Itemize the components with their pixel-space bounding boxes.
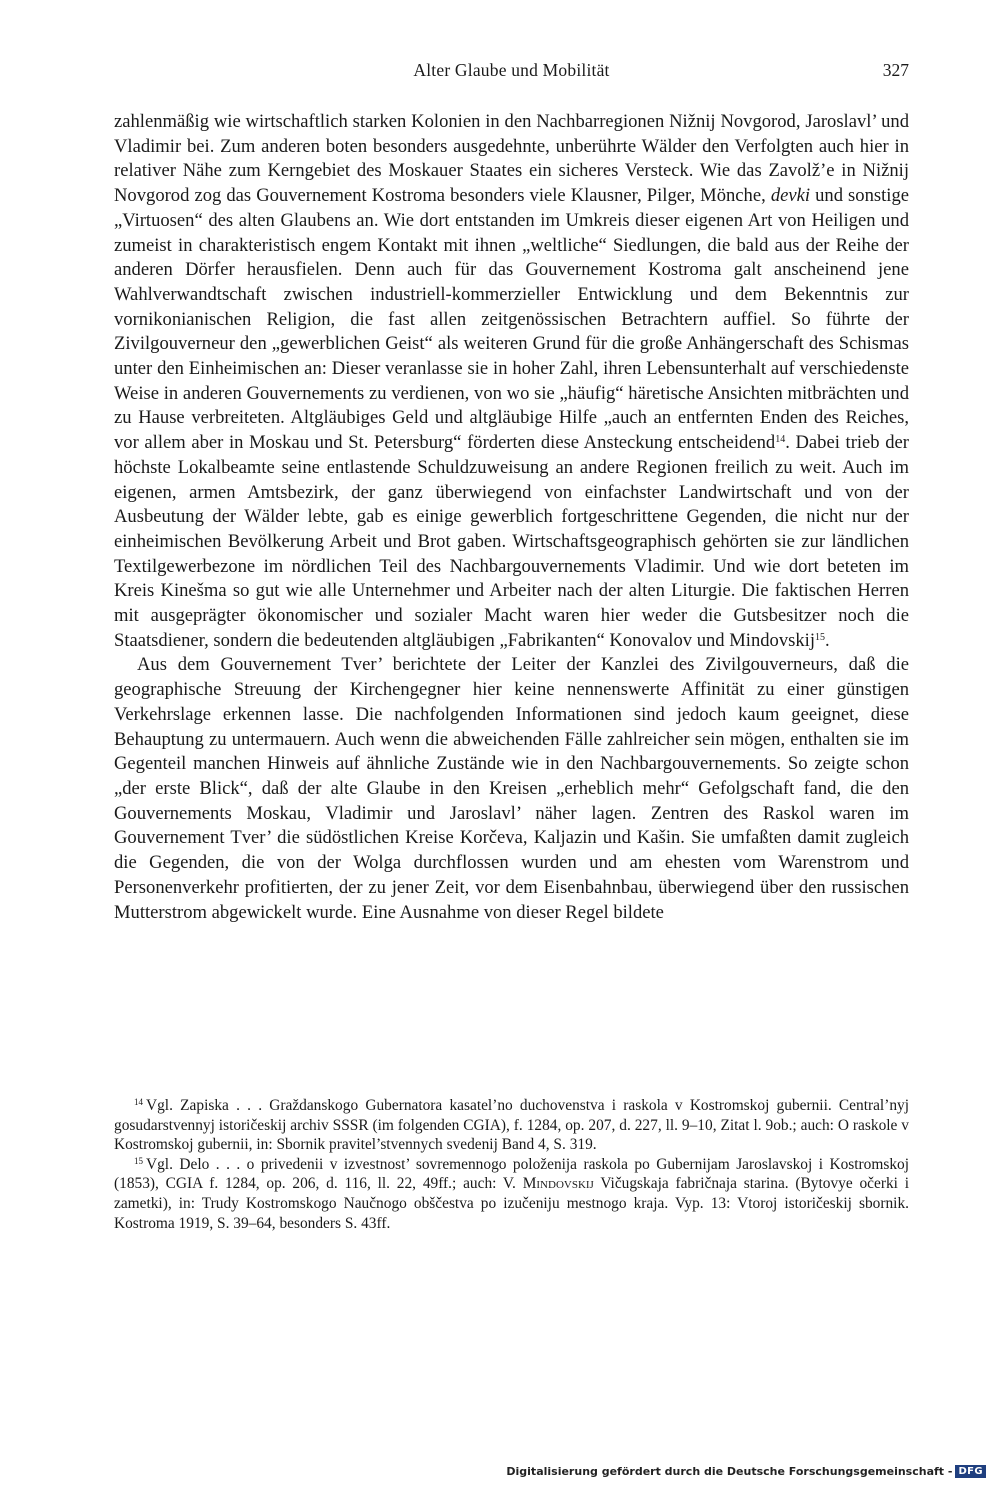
footnote-ref-14[interactable]: 14: [775, 434, 786, 446]
italic-term-devki: devki: [770, 185, 811, 207]
footnote-14-number: 14: [134, 1097, 143, 1107]
footnote-14-text: Vgl. Zapiska . . . Graždanskogo Gubernatora kasatel’no duchovenstva i raskola v Kostromskoj gubernii. Central’nyj gosudarstvennyj istoričeskij archiv SSSR (im folgenden CGIA), f. 1284, op. 207, d. 227, ll. 9–10, Zitat l. 9ob.; auch: O raskole v Kostromskoj gubernii, in: Sbornik pravitel’stvennych svedenij Band 4, S. 319.: [114, 1097, 909, 1154]
main-text: [114, 110, 909, 925]
running-title: Alter Glaube und Mobilität: [413, 60, 610, 80]
paragraph-2: Aus dem Gouvernement Tver’ berichtete der Leiter der Kanzlei des Zivilgouverneurs, daß die geographische Streuung der Kirchengegner hier keine nennenswerte Affinität zu einer günstigen Verkehrslage erkennen lasse. Die nachfolgenden Informationen sind jedoch kaum geeignet, diese Behauptung zu untermauern. Auch wenn die abweichenden Fälle zahlreicher sein mögen, enthalten sie im Gegenteil manchen Hinweis auf ähnliche Zustände wie in den Nachbargouvernements. So zeigte schon „der erste Blick“, daß der alte Glaube in den Kreisen „erheblich mehr“ Gefolgschaft fand, die den Gouvernements Moskau, Vladimir und Jaroslavl’ näher lagen. Zentren des Raskol waren im Gouvernement Tver’ die südöstlichen Kreise Korčeva, Kaljazin und Kašin. Sie umfaßten damit zugleich die Gegenden, die von der Wolga durchflossen wurden und am ehesten vom Warenstrom und Personenverkehr profitierten, der zu jener Zeit, vor dem Eisenbahnbau, überwiegend über den russischen Mutterstrom abgewickelt wurde. Eine Ausnahme von dieser Regel bildete: [114, 654, 909, 923]
footnote-15-number: 15: [134, 1155, 143, 1166]
footnote-ref-15[interactable]: 15: [815, 631, 825, 643]
paragraph-1-part-b: und sonstige „Virtuosen“ des alten Glaubens an. Wie dort entstanden im Umkreis dieser eigenen Art von Heiligen und zumeist in charakteristisch engem Kontakt mit ihnen „weltliche“ Siedlungen, die bald aus der Reihe der anderen Dörfer herausfielen. Denn auch für das Gouvernement Kostroma galt anscheinend jene Wahlverwandtschaft zwischen industriell-kommerzieller Entwicklung und dem Bekenntnis zur vornikonianischen Religion, die fast allen zeitgenössischen Betrachtern auffiel. So führte der Zivilgouverneur den „gewerblichen Geist“ als weiteren Grund für die große Anhängerschaft des Schismas unter den Einheimischen an: Dieser veranlasse sie in hoher Zahl, ihren Lebensunterhalt auf verschiedenste Weise in anderen Gouvernements zu verdienen, von wo sie „häufig“ häretische Ansichten mitbrächten und zu Hause verbreiteten. Altgläubiges Geld und altgläubige Hilfe „auch an entfernten Enden des Reiches, vor allem aber in Moskau und St. Petersburg“ förderten diese Ansteckung entscheidend: [114, 185, 909, 454]
footnote-15: [114, 1155, 909, 1233]
paragraph-1-part-a: zahlenmäßig wie wirtschaftlich starken Kolonien in den Nachbarregionen Nižnij Novgorod, Jaroslavl’ und Vladimir bei. Zum anderen boten besonders ausgedehnte, unberührte Wälder den Verfolgten auch hier in relativer Nähe zum Kerngebiet des Moskauer Staates ein sicheres Versteck. Wie das Zavolž’e in Nižnij Novgorod zog das Gouvernement Kostroma besonders viele Klausner, Pilger, Mönche,: [114, 111, 909, 207]
page-number: 327: [882, 60, 909, 80]
footnote-14: [114, 1096, 909, 1155]
footnote-15-author: Mindovskij: [522, 1175, 594, 1193]
credit-text: Digitalisierung gefördert durch die Deutsche Forschungsgemeinschaft -: [506, 1464, 953, 1478]
dfg-logo: DFG: [955, 1465, 986, 1478]
footnote-15-text-b: Vičugskaja fabričnaja starina. (Bytovye očerki i zametki), in: Trudy Kostromskogo Naučnogo obščestva po izučeniju mestnogo kraja. Vyp. 13: Vtoroj istoričeskij sbornik. Kostroma 1919, S. 39–64, besonders S. 43ff.: [114, 1175, 909, 1232]
digitization-credit: [506, 1462, 986, 1480]
paragraph-1: [114, 110, 909, 653]
paragraph-1-part-d: .: [825, 629, 830, 651]
footnotes: [114, 1096, 909, 1233]
running-header: [114, 60, 909, 86]
paragraph-1-part-c: . Dabei trieb der höchste Lokalbeamte seine entlastende Schuldzuweisung an andere Regionen freilich zu weit. Auch im eigenen, armen Amtsbezirk, der ganz überwiegend von einfachster Landwirtschaft und von der Ausbeutung der Wälder lebte, gab es einige gewerblich fortgeschrittene Gegenden, die nicht nur der einheimischen Bevölkerung Arbeit und Brot gaben. Wirtschaftsgeographisch gehörten sie zur ländlichen Textilgewerbezone im nördlichen Teil des Nachbargouvernements Vladimir. Und wie dort beteten im Kreis Kinešma so gut wie alle Unternehmer und Arbeiter nach der alten Liturgie. Die faktischen Herren mit ausgeprägter ökonomischer und sozialer Macht waren hier weder die Gutsbesitzer noch die Staatsdiener, sondern die bedeutenden altgläubigen „Fabrikanten“ Konovalov und Mindovskij: [114, 432, 909, 651]
footnote-15-text-a: Vgl. Delo . . . o privedenii v izvestnost’ sovremennogo položenija raskola po Gubernijam Jaroslavskoj i Kostromskoj (1853), CGIA f. 1284, op. 206, d. 116, ll. 22, 49ff.; auch: V.: [114, 1155, 909, 1193]
